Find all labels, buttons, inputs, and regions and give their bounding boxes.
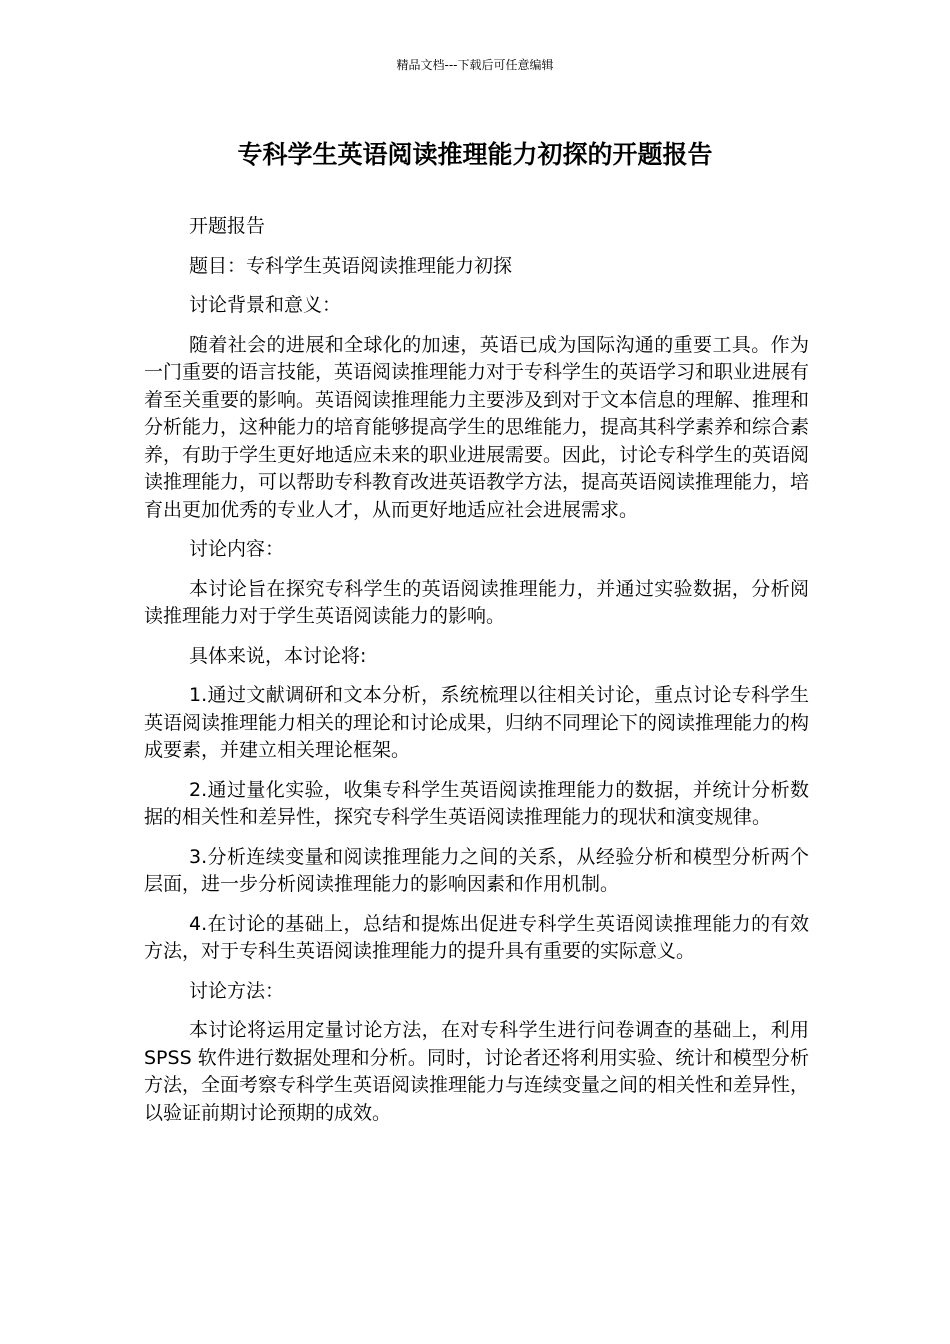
list-item-2: 2.通过量化实验，收集专科学生英语阅读推理能力的数据，并统计分析数据的相关性和差异性，探究专科学生英语阅读推理能力的现状和演变规律。 — [144, 778, 809, 828]
list-item-1: 1.通过文献调研和文本分析，系统梳理以往相关讨论，重点讨论专科学生英语阅读推理能力相关的理论和讨论成果，归纳不同理论下的阅读推理能力的构成要素，并建立相关理论框架。 — [144, 684, 810, 761]
list-item-3: 3.分析连续变量和阅读推理能力之间的关系，从经验分析和模型分析两个层面，进一步分析阅读推理能力的影响因素和作用机制。 — [144, 845, 809, 895]
paragraph-content-intro: 本讨论旨在探究专科学生的英语阅读推理能力，并通过实验数据，分析阅读推理能力对于学生英语阅读能力的影响。 — [144, 577, 809, 627]
section-label-report: 开题报告 — [189, 215, 266, 237]
list-item-4: 4.在讨论的基础上，总结和提炼出促进专科学生英语阅读推理能力的有效方法，对于专科生英语阅读推理能力的提升具有重要的实际意义。 — [144, 912, 809, 962]
paragraph-background: 随着社会的进展和全球化的加速，英语已成为国际沟通的重要工具。作为一门重要的语言技能，英语阅读推理能力对于专科学生的英语学习和职业进展有着至关重要的影响。英语阅读推理能力主要涉及到对于文本信息的理解、推理和分析能力，这种能力的培育能够提高学生的思维能力，提高其科学素养和综合素养，有助于学生更好地适应未来的职业进展需要。因此，讨论专科学生的英语阅读推理能力，可以帮助专科教育改进英语教学方法，提高英语阅读推理能力，培育出更加优秀的专业人才，从而更好地适应社会进展需求。 — [144, 333, 810, 521]
heading-method: 讨论方法： — [189, 979, 285, 1002]
topic-line: 题目：专科学生英语阅读推理能力初探 — [189, 254, 513, 277]
document-body — [144, 213, 809, 1139]
heading-content: 讨论内容： — [189, 538, 285, 560]
paragraph-content-lead: 具体来说，本讨论将: — [189, 644, 367, 667]
heading-background: 讨论背景和意义： — [189, 294, 342, 316]
document-title: 专科学生英语阅读推理能力初探的开题报告 — [237, 140, 713, 169]
header-note: 精品文档---下载后可任意编辑 — [396, 58, 554, 72]
paragraph-method: 本讨论将运用定量讨论方法，在对专科学生进行问卷调查的基础上，利用 SPSS 软件进行数据处理和分析。同时，讨论者还将利用实验、统计和模型分析方法，全面考察专科学生英语阅读推理能力与连续变量之间的相关性和差异性，以验证前期讨论预期的成效。 — [144, 1019, 810, 1124]
